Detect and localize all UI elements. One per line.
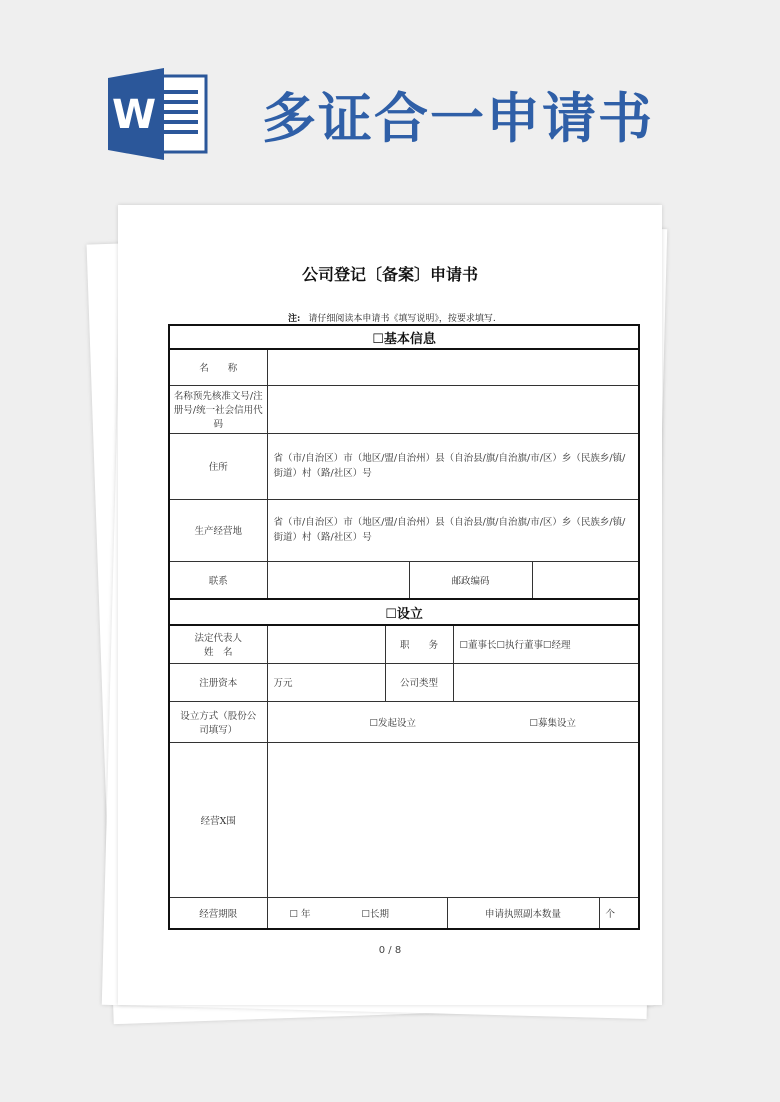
legal-rep-field[interactable] [267,625,385,663]
residence-field[interactable]: 省（市/自治区）市（地区/盟/自治州）县（自治县/旗/自治旗/市/区）乡（民族乡/镇/街道）村（路/社区）号 [267,433,639,499]
setup-option-raising[interactable]: ☐募集设立 [529,717,577,729]
code-label: 名称预先核准文号/注册号/统一社会信用代码 [169,385,267,433]
legal-rep-label: 法定代表人姓 名 [169,625,267,663]
business-address-field[interactable]: 省（市/自治区）市（地区/盟/自治州）县（自治县/旗/自治旗/市/区）乡（民族乡/镇/街道）村（路/社区）号 [267,499,639,561]
copies-label: 申请执照副本数量 [447,897,599,929]
document-title: 公司登记〔备案〕申请书 [301,265,478,284]
company-type-label: 公司类型 [385,663,453,701]
setup-option-promoter[interactable]: ☐发起设立 [369,717,417,729]
word-icon [108,68,208,160]
section-setup[interactable]: ☐设立 [169,599,639,625]
setup-method-label: 设立方式（股份公司填写） [169,701,267,742]
capital-field[interactable]: 万元 [267,663,385,701]
postal-label: 邮政编码 [409,561,532,599]
copies-field[interactable]: 个 [599,897,639,929]
note-text: 请仔细阅读本申请书《填写说明》，按要求填写. [308,314,496,324]
company-type-field[interactable] [453,663,639,701]
contact-label: 联系 [169,561,267,599]
contact-field[interactable] [267,561,409,599]
setup-method-options [267,701,639,742]
banner-title: 多证合一申请书 [262,87,654,150]
note-label: 注: [288,314,301,324]
term-years-option[interactable]: ☐ 年 [289,908,311,920]
section-basic-info[interactable]: ☐基本信息 [169,325,639,349]
position-options[interactable]: ☐董事长☐执行董事☐经理 [453,625,639,663]
term-long-option[interactable]: ☐长期 [361,908,390,920]
capital-label: 注册资本 [169,663,267,701]
term-label: 经营期限 [169,897,267,929]
name-field[interactable] [267,349,639,385]
name-label: 名 称 [169,349,267,385]
postal-field[interactable] [532,561,639,599]
business-address-label: 生产经营地 [169,499,267,561]
term-options [267,897,447,929]
residence-label: 住所 [169,433,267,499]
scope-label: 经营X围 [169,742,267,897]
code-field[interactable] [267,385,639,433]
page-indicator: 0 / 8 [378,945,402,956]
application-form [168,324,640,930]
position-label: 职 务 [385,625,453,663]
scope-field[interactable] [267,742,639,897]
logo-letter: W [111,92,157,138]
note [288,311,496,324]
